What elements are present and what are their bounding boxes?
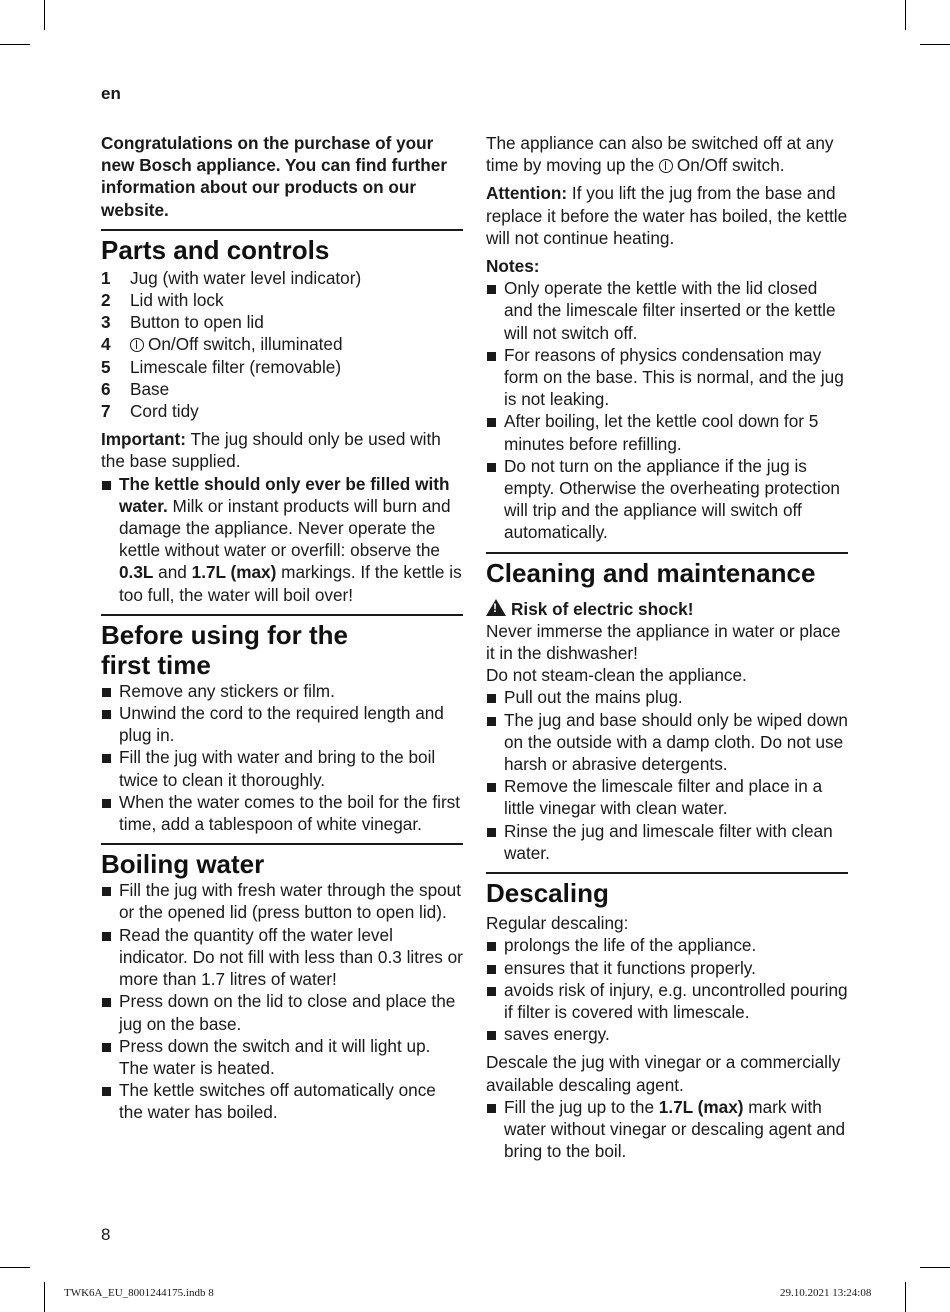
item-text: Base xyxy=(130,378,170,399)
list-item xyxy=(101,267,463,289)
item-number: 6 xyxy=(101,378,111,399)
warning-bold: The kettle should only ever be filled with water. xyxy=(119,473,450,516)
switch-off-text xyxy=(486,132,848,176)
item-number: 7 xyxy=(101,401,111,422)
switch-off-part: On/Off switch. xyxy=(676,155,785,176)
cleaning-list xyxy=(486,686,848,864)
crop-mark xyxy=(44,0,45,30)
max-marking: 1.7L (max) xyxy=(658,1096,744,1117)
descaling-benefits-list xyxy=(486,934,848,1045)
intro-text: Congratulations on the purchase of your new Bosch appliance. You can find further information about our products on our website. xyxy=(101,133,448,220)
before-heading xyxy=(101,614,463,680)
heading-line: first time xyxy=(101,649,211,680)
crop-mark xyxy=(920,1267,950,1268)
max-marking: 1.7L (max) xyxy=(191,562,277,583)
warning-text-end: markings. If the kettle is too full, the water will boil over! xyxy=(119,562,462,605)
notes-label: Notes: xyxy=(486,256,540,277)
list-item: prolongs the life of the appliance. xyxy=(486,934,848,956)
left-column xyxy=(101,132,463,1124)
steam-text: Do not steam-clean the appliance. xyxy=(486,665,747,686)
fill-text-end: mark with water without vinegar or descaling agent and bring to the boil. xyxy=(504,1096,846,1162)
important-text: The jug should only be used with the base supplied. xyxy=(101,429,441,472)
list-item: Pull out the mains plug. xyxy=(486,686,848,708)
item-text: Jug (with water level indicator) xyxy=(130,267,362,288)
list-item xyxy=(486,1096,848,1163)
list-item: Do not turn on the appliance if the jug is empty. Otherwise the overheating protection will trip and the appliance will switch off automatically. xyxy=(486,455,848,544)
list-item: avoids risk of injury, e.g. uncontrolled pouring if filter is covered with limescale. xyxy=(486,979,848,1023)
item-text: Button to open lid xyxy=(130,312,264,333)
important-note xyxy=(101,428,463,472)
list-item xyxy=(101,400,463,422)
water-warning-list xyxy=(101,473,463,606)
list-item: Fill the jug with fresh water through the spout or the opened lid (press button to open lid). xyxy=(101,879,463,923)
power-icon xyxy=(130,338,144,352)
notes-list xyxy=(486,277,848,543)
connector-text: and xyxy=(153,562,192,583)
item-number: 5 xyxy=(101,356,111,377)
parts-heading: Parts and controls xyxy=(101,229,463,265)
crop-mark xyxy=(920,44,950,45)
item-text: Limescale filter (removable) xyxy=(130,356,342,377)
heading-line: Before using for the xyxy=(101,619,349,650)
list-item: Remove any stickers or film. xyxy=(101,680,463,702)
important-label: Important: xyxy=(101,429,186,450)
boiling-list xyxy=(101,879,463,1123)
list-item: Rinse the jug and limescale filter with clean water. xyxy=(486,820,848,864)
item-number: 4 xyxy=(101,334,111,355)
list-item: When the water comes to the boil for the first time, add a tablespoon of white vinegar. xyxy=(101,791,463,835)
list-item: Only operate the kettle with the lid closed and the limescale filter inserted or the kettle will not switch off. xyxy=(486,277,848,344)
attention-text: If you lift the jug from the base and replace it before the water has boiled, the kettle will not continue heating. xyxy=(486,183,848,248)
list-item: Unwind the cord to the required length and plug in. xyxy=(101,702,463,746)
attention-note xyxy=(486,182,848,249)
crop-mark xyxy=(905,0,906,30)
language-code: en xyxy=(101,84,121,103)
list-item: The kettle switches off automatically once the water has boiled. xyxy=(101,1079,463,1123)
min-marking: 0.3L xyxy=(119,562,154,583)
list-item: ensures that it functions properly. xyxy=(486,957,848,979)
list-item: For reasons of physics condensation may form on the base. This is normal, and the jug is not leaking. xyxy=(486,344,848,411)
list-item: Read the quantity off the water level indicator. Do not fill with less than 0.3 litres or more than 1.7 litres of water! xyxy=(101,924,463,991)
warning-text: Milk or instant products will burn and damage the appliance. Never operate the kettle without water or overfill: observe the xyxy=(119,495,451,561)
list-item xyxy=(101,473,463,606)
descale-text: Descale the jug with vinegar or a commercially available descaling agent. xyxy=(486,1052,841,1095)
descaling-steps-list xyxy=(486,1096,848,1163)
boiling-heading: Boiling water xyxy=(101,843,463,879)
item-number: 2 xyxy=(101,290,111,311)
list-item: Press down on the lid to close and place the jug on the base. xyxy=(101,990,463,1034)
cleaning-heading: Cleaning and maintenance xyxy=(486,552,848,588)
right-column xyxy=(486,132,848,1162)
list-item xyxy=(101,378,463,400)
descaling-intro: Regular descaling: xyxy=(486,913,629,934)
list-item: The jug and base should only be wiped down on the outside with a damp cloth. Do not use harsh or abrasive detergents. xyxy=(486,709,848,776)
crop-mark xyxy=(44,1282,45,1312)
item-number: 1 xyxy=(101,267,111,288)
list-item: saves energy. xyxy=(486,1023,848,1045)
fill-text: Fill the jug up to the xyxy=(504,1096,659,1117)
list-item xyxy=(101,333,463,355)
before-list xyxy=(101,680,463,835)
item-text: On/Off switch, illuminated xyxy=(148,334,343,355)
descaling-heading: Descaling xyxy=(486,872,848,908)
immerse-text: Never immerse the appliance in water or place it in the dishwasher! xyxy=(486,620,841,664)
item-text: Cord tidy xyxy=(130,401,199,422)
risk-text: Risk of electric shock! xyxy=(511,598,694,619)
attention-label: Attention: xyxy=(486,183,568,204)
list-item: Remove the limescale filter and place in a little vinegar with clean water. xyxy=(486,775,848,819)
list-item: After boiling, let the kettle cool down for 5 minutes before refilling. xyxy=(486,410,848,454)
page-number: 8 xyxy=(101,1225,111,1244)
crop-mark xyxy=(0,1267,30,1268)
list-item: Fill the jug with water and bring to the boil twice to clean it thoroughly. xyxy=(101,746,463,790)
list-item: Press down the switch and it will light up. The water is heated. xyxy=(101,1035,463,1079)
list-item xyxy=(101,289,463,311)
warning-icon xyxy=(486,599,506,616)
footer-file: TWK6A_EU_8001244175.indb 8 xyxy=(64,1287,214,1299)
crop-mark xyxy=(905,1282,906,1312)
parts-list xyxy=(101,267,463,422)
footer-date: 29.10.2021 13:24:08 xyxy=(780,1287,872,1299)
switch-off-part: The appliance can also be switched off at any time by moving up the xyxy=(486,133,834,176)
crop-mark xyxy=(0,44,30,45)
item-number: 3 xyxy=(101,312,111,333)
risk-warning xyxy=(486,598,848,620)
item-text: Lid with lock xyxy=(130,290,224,311)
list-item xyxy=(101,311,463,333)
list-item xyxy=(101,356,463,378)
power-icon xyxy=(659,159,673,173)
